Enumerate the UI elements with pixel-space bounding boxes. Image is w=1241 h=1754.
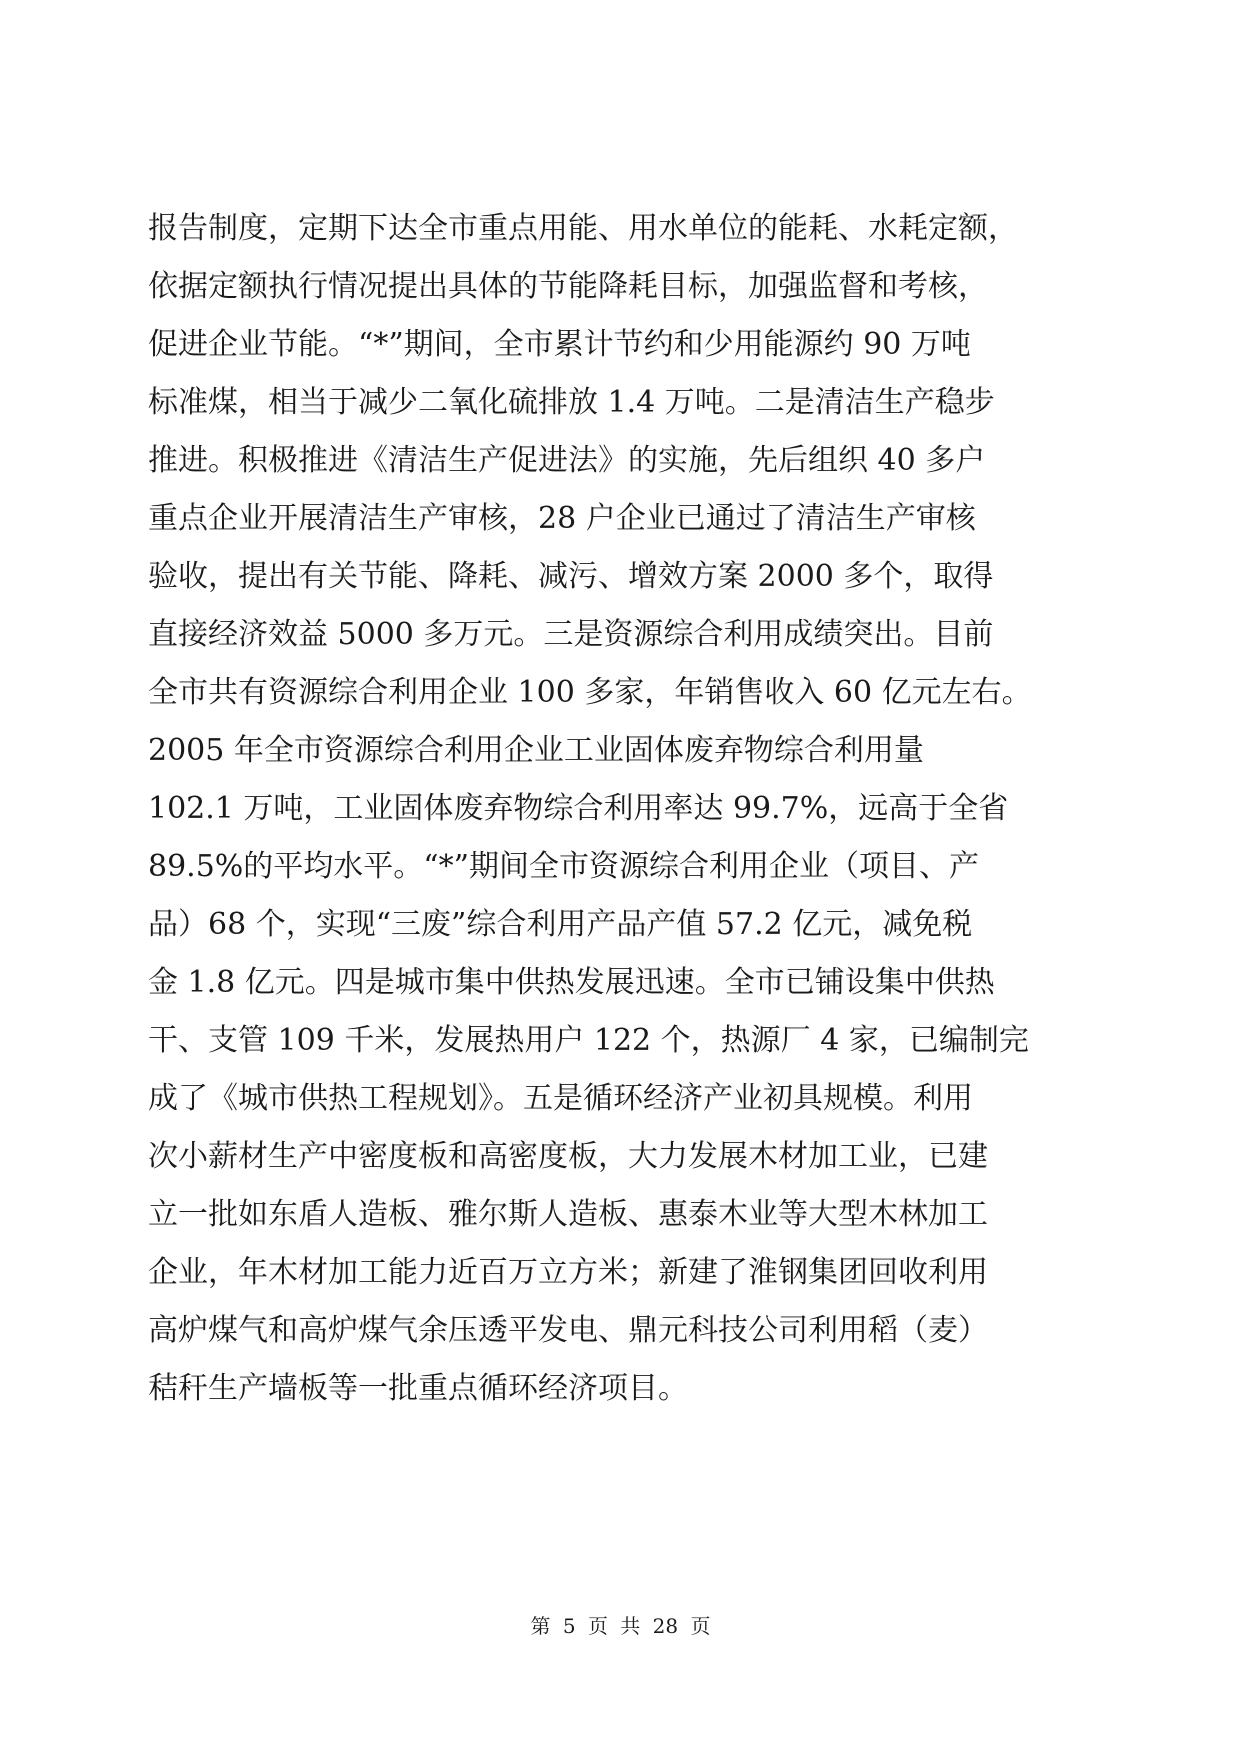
paragraph-line: 标准煤，相当于减少二氧化硫排放 1.4 万吨。二是清洁生产稳步 — [148, 385, 995, 420]
paragraph-line: 报告制度，定期下达全市重点用能、用水单位的能耗、水耗定额， — [148, 211, 1018, 246]
paragraph-line: 102.1 万吨，工业固体废弃物综合利用率达 99.7%，远高于全省 — [148, 791, 1009, 826]
paragraph-line: 验收，提出有关节能、降耗、减污、增效方案 2000 多个，取得 — [148, 559, 994, 594]
paragraph-line: 2005 年全市资源综合利用企业工业固体废弃物综合利用量 — [148, 733, 924, 768]
paragraph-line: 直接经济效益 5000 多万元。三是资源综合利用成绩突出。目前 — [148, 617, 994, 652]
paragraph-line: 金 1.8 亿元。四是城市集中供热发展迅速。全市已铺设集中供热 — [148, 965, 995, 1000]
paragraph-line: 品）68 个，实现“三废”综合利用产品产值 57.2 亿元，减免税 — [148, 907, 973, 942]
paragraph-line: 89.5%的平均水平。“*”期间全市资源综合利用企业（项目、产 — [148, 849, 979, 884]
paragraph-line: 全市共有资源综合利用企业 100 多家，年销售收入 60 亿元左右。 — [148, 675, 1032, 710]
paragraph-line: 立一批如东盾人造板、雅尔斯人造板、惠泰木业等大型木林加工 — [148, 1197, 988, 1232]
paragraph-line: 次小薪材生产中密度板和高密度板，大力发展木材加工业，已建 — [148, 1139, 988, 1174]
paragraph-line: 成了《城市供热工程规划》。五是循环经济产业初具规模。利用 — [148, 1081, 973, 1116]
paragraph-line: 重点企业开展清洁生产审核，28 户企业已通过了清洁生产审核 — [148, 501, 976, 536]
page-number-footer: 第 5 页 共 28 页 — [530, 1614, 711, 1638]
paragraph-line: 秸秆生产墙板等一批重点循环经济项目。 — [148, 1371, 688, 1406]
paragraph-line: 依据定额执行情况提出具体的节能降耗目标，加强监督和考核， — [148, 269, 988, 304]
paragraph-line: 企业，年木材加工能力近百万立方米；新建了淮钢集团回收利用 — [148, 1255, 988, 1290]
paragraph-line: 推进。积极推进《清洁生产促进法》的实施，先后组织 40 多户 — [148, 443, 986, 478]
paragraph-line: 促进企业节能。“*”期间，全市累计节约和少用能源约 90 万吨 — [148, 327, 971, 362]
body-paragraph — [148, 200, 1098, 1418]
paragraph-line: 干、支管 109 千米，发展热用户 122 个，热源厂 4 家，已编制完 — [148, 1023, 1029, 1058]
paragraph-line: 高炉煤气和高炉煤气余压透平发电、鼎元科技公司利用稻（麦） — [148, 1313, 988, 1348]
